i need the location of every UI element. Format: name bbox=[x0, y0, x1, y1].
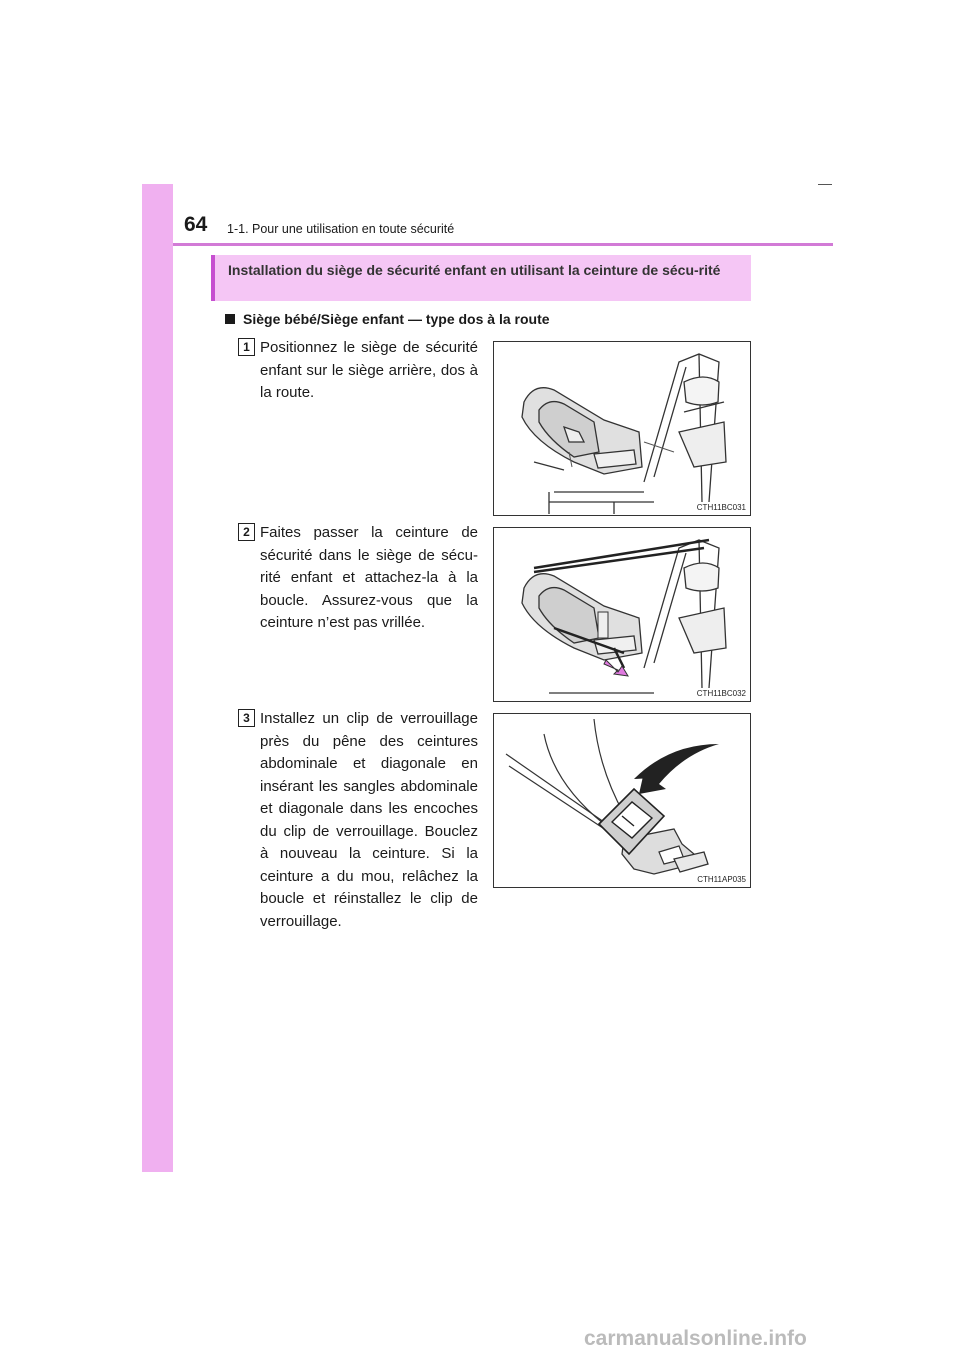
figure-code-1: CTH11BC031 bbox=[696, 503, 746, 512]
pink-arrow bbox=[604, 660, 628, 676]
figure-code-3: CTH11AP035 bbox=[697, 875, 746, 884]
step-text-2: Faites passer la ceinture de sécurité dans le siège de sécu-rité enfant et attachez-la à la boucle. Assurez-vous que la ceinture n’est pas vrillée. bbox=[260, 524, 478, 631]
step-number-1: 1 bbox=[238, 338, 255, 356]
page-number: 64 bbox=[184, 213, 208, 236]
bullet-square-icon bbox=[225, 314, 235, 324]
figure-code-2: CTH11BC032 bbox=[696, 689, 746, 698]
step-number-2: 2 bbox=[238, 523, 255, 541]
locking-clip-illustration bbox=[494, 714, 750, 887]
chapter-sidebar-tab bbox=[142, 184, 173, 1172]
child-seat-rear-facing-illustration bbox=[494, 342, 750, 515]
watermark[interactable]: carmanualsonline.info bbox=[584, 1327, 807, 1350]
figure-step-1 bbox=[493, 341, 751, 516]
header-rule bbox=[173, 243, 833, 246]
figure-step-3 bbox=[493, 713, 751, 888]
step-text-1: Positionnez le siège de sécurité enfant sur le siège arrière, dos à la route. bbox=[260, 339, 478, 401]
chapter-title: 1-1. Pour une utilisation en toute sécurité bbox=[227, 222, 455, 236]
seatbelt-through-child-seat-illustration bbox=[494, 528, 750, 701]
crop-mark-top-right bbox=[818, 184, 832, 185]
section-heading-box bbox=[211, 255, 751, 301]
subsection-title: Siège bébé/Siège enfant — type dos à la route bbox=[243, 311, 550, 327]
step-number-3: 3 bbox=[238, 709, 255, 727]
section-title: Installation du siège de sécurité enfant en utilisant la ceinture de sécu-rité bbox=[228, 262, 721, 278]
pointer-arrow-icon bbox=[634, 744, 719, 794]
subsection-heading bbox=[225, 311, 550, 327]
figure-step-2 bbox=[493, 527, 751, 702]
step-text-3: Installez un clip de verrouillage près du pêne des ceintures abdominale et diagonale en insérant les sangles abdominale et diagonale dans les encoches du clip de verrouillage. Bouclez à nouveau la ceinture. Si la ceinture a du mou, relâchez la boucle et réinstallez le clip de verrouillage. bbox=[260, 710, 478, 930]
